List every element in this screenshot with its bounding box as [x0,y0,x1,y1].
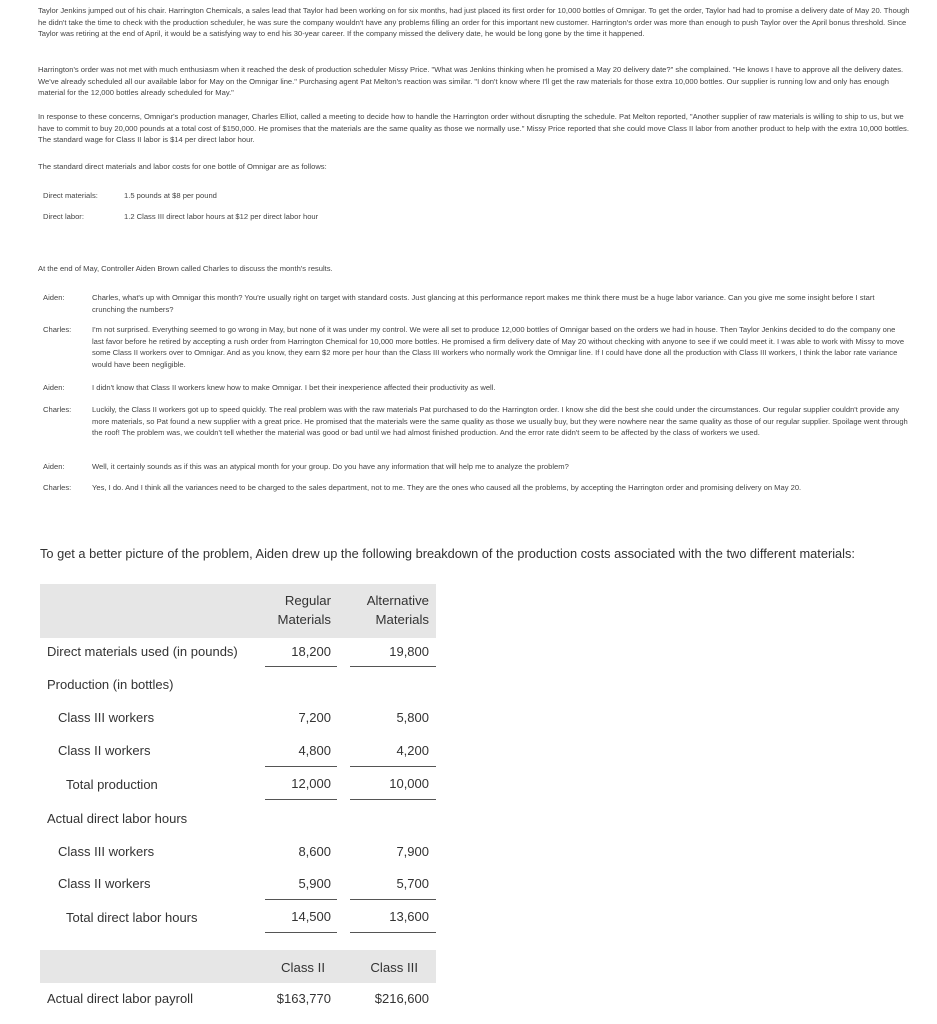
column-header-class2: Class II [281,960,325,975]
cell-dm-regular: 18,200 [291,644,331,659]
dialogue-speaker: Aiden: [43,293,65,302]
dialogue-speaker: Aiden: [43,462,65,471]
cell-dm-alternative: 19,800 [389,644,429,659]
standard-cost-value: 1.5 pounds at $8 per pound [124,191,217,200]
cell-hours-class2-regular: 5,900 [298,876,331,891]
divider [265,666,337,667]
cell-hours-class2-alternative: 5,700 [396,876,429,891]
dialogue-text: Well, it certainly sounds as if this was an atypical month for your group. Do you have any information that will help me to analyze the problem? [92,462,569,471]
dialogue-speaker: Charles: [43,405,72,414]
divider [350,932,436,933]
cell-prod-class3-alternative: 5,800 [396,710,429,725]
dialogue-text: I'm not surprised. Everything seemed to go wrong in May, but none of it was under my control. We were all set to produce 12,000 bottles of Omnigar based on the orders we had in house. Then Taylor Jenkins decided to do the company one last favor before he retired by accepting a rush order from Harrington Chemical for 10,000 more bottles. He promised a firm delivery date of May 20 without checking with anyone to see if we could meet it. I was able to work with Missy to move some Class II workers over to Omnigar. And as you know, they earn $2 more per hour than the Class III workers who normally work the Omnigar line. If I could have done all the production with Class III workers, I think the labor rate variance would have been negligible. [92,325,905,369]
table-intro: To get a better picture of the problem, Aiden drew up the following breakdown of the production costs associated with the two different materials: [40,546,855,561]
cell-total-prod-alternative: 10,000 [389,776,429,791]
row-label-payroll: Actual direct labor payroll [47,991,193,1006]
cell-total-hours-alternative: 13,600 [389,909,429,924]
row-label-direct-materials: Direct materials used (in pounds) [47,644,238,659]
cell-total-prod-regular: 12,000 [291,776,331,791]
cell-prod-class2-regular: 4,800 [298,743,331,758]
cell-prod-class2-alternative: 4,200 [396,743,429,758]
standard-cost-label: Direct labor: [43,212,84,221]
divider [350,666,436,667]
column-header-class3: Class III [370,960,418,975]
divider [265,799,337,800]
paragraph-scheduling: Harrington's order was not met with much enthusiasm when it reached the desk of production scheduler Missy Price. "What was Jenkins thinking when he promised a May 20 delivery date?" she complained. "He knows I have to approve all the delivery dates. We've already scheduled all our available labor for May on the Omnigar line." Purchasing agent Pat Melton's reaction was similar. "I don't know where I'll get the raw materials for those extra 10,000 bottles. Our supplier is running low and only has enough material for the 12,000 bottles already scheduled for May." [38,65,904,98]
dialogue-speaker: Aiden: [43,383,65,392]
divider [350,766,436,767]
row-label-prod-class2: Class II workers [58,743,151,758]
cell-prod-class3-regular: 7,200 [298,710,331,725]
cell-hours-class3-alternative: 7,900 [396,844,429,859]
divider [350,899,436,900]
standard-cost-value: 1.2 Class III direct labor hours at $12 per direct labor hour [124,212,319,221]
paragraph-month-end: At the end of May, Controller Aiden Brown called Charles to discuss the month's results. [38,264,333,273]
cell-hours-class3-regular: 8,600 [298,844,331,859]
column-header-regular: Regular Materials [277,593,331,627]
cell-total-hours-regular: 14,500 [291,909,331,924]
dialogue-speaker: Charles: [43,325,72,334]
row-label-hours-class3: Class III workers [58,844,155,859]
dialogue-text: Charles, what's up with Omnigar this month? You're usually right on target with standard costs. Just glancing at this performance report makes me think there must be a huge labor variance. Can you give me some insight before I start crunching the numbers? [92,293,875,314]
row-label-production: Production (in bottles) [47,677,174,692]
divider [265,899,337,900]
paragraph-order: Taylor Jenkins jumped out of his chair. Harrington Chemicals, a sales lead that Taylor had been working on for six months, had just placed its first order for 10,000 bottles of Omnigar. To get the order, Taylor had had to promise a delivery date of May 20. Though he didn't take the time to check with the production scheduler, he was sure the company wouldn't have any problems filling an order for this important new customer. Harrington's order was more than enough to push Taylor over the April bonus threshold. Since Taylor was retiring at the end of April, it would be a satisfying way to end his 30-year career. If the company missed the delivery date, he would be long gone by the time it happened. [38,6,910,39]
paragraph-standard-costs-intro: The standard direct materials and labor costs for one bottle of Omnigar are as follows: [38,162,327,171]
dialogue-text: I didn't know that Class II workers knew how to make Omnigar. I bet their inexperience affected their productivity as well. [92,383,496,392]
column-header-alternative: Alternative Materials [366,593,429,627]
standard-cost-label: Direct materials: [43,191,98,200]
row-label-labor-hours: Actual direct labor hours [47,811,188,826]
row-label-prod-class3: Class III workers [58,710,155,725]
paragraph-meeting: In response to these concerns, Omnigar's production manager, Charles Elliot, called a meeting to decide how to handle the Harrington order without disrupting the schedule. Pat Melton reported, "Another supplier of raw materials is willing to ship to us, but we have to commit to buy 20,000 pounds at a total cost of $150,000. He promises that the materials are the same quality as those we normally use." Missy Price reported that she could move Class II labor from another product to help with the extra 10,000 bottles. The standard wage for Class II labor is $14 per direct labor hour. [38,112,909,145]
divider [265,766,337,767]
dialogue-speaker: Charles: [43,483,72,492]
divider [265,932,337,933]
dialogue-text: Yes, I do. And I think all the variances need to be charged to the sales department, not to me. They are the ones who caused all the problems, by accepting the Harrington order and promising delivery on May 20. [92,483,802,492]
row-label-total-production: Total production [66,777,158,792]
dialogue-text: Luckily, the Class II workers got up to speed quickly. The real problem was with the raw materials Pat purchased to do the Harrington order. I know she did the best she could under the circumstances. Our regular supplier couldn't provide any more materials, so Pat found a new supplier with a great price. He promised that the materials were the same quality as those we usually buy, but they were nowhere near the same quality as those of our regular supplier. Spoilage went through the roof! The problem was, we couldn't tell whether the material was good or bad until we had almost finished production. And the error rate didn't seem to be affected by the class of workers we used. [92,405,908,438]
cell-payroll-class3: $216,600 [374,991,429,1006]
row-label-total-hours: Total direct labor hours [66,910,198,925]
row-label-hours-class2: Class II workers [58,876,151,891]
divider [350,799,436,800]
cell-payroll-class2: $163,770 [276,991,331,1006]
